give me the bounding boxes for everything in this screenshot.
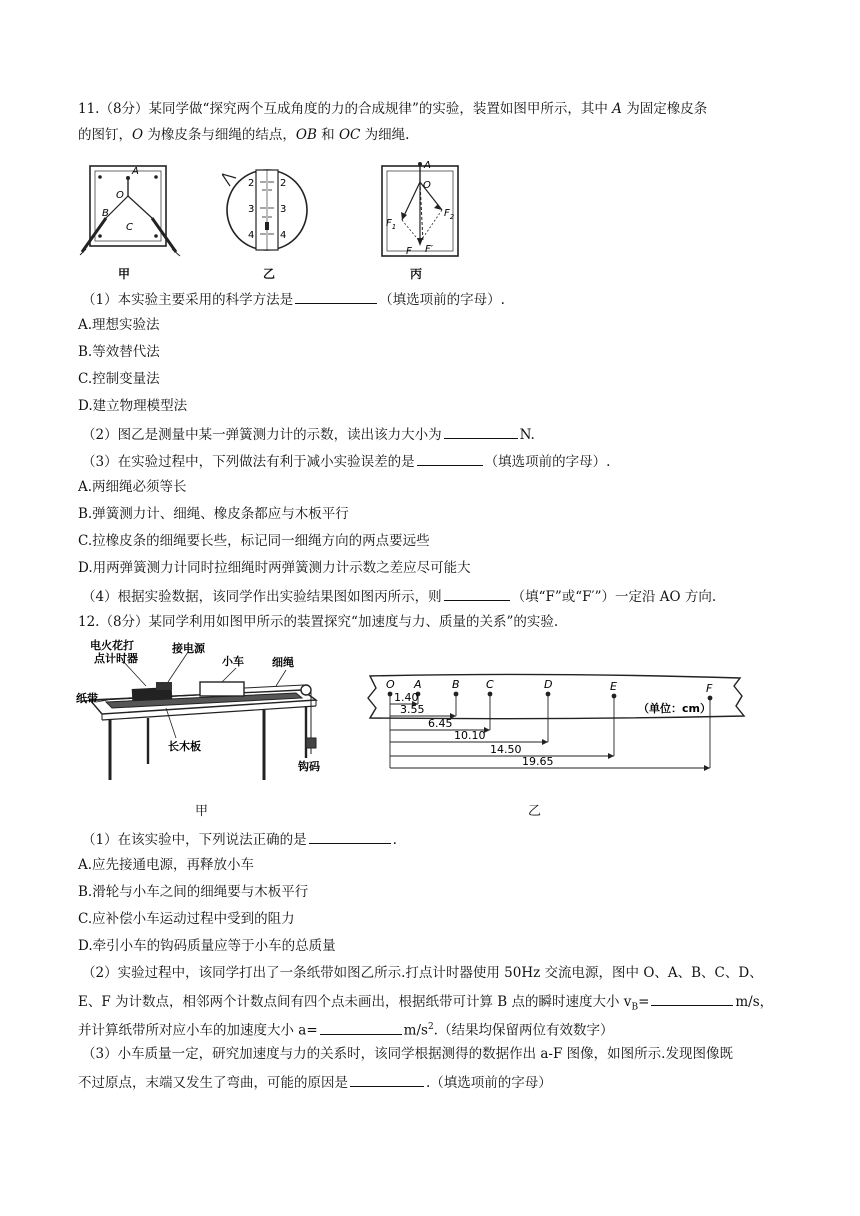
- fig-bing-label-a: A: [424, 160, 431, 171]
- fig-bing-label-o: O: [423, 180, 431, 191]
- fig-yi-caption: 乙: [263, 267, 276, 281]
- fig-bing-label-f2: $F_2$: [444, 208, 455, 221]
- q12-part3-line2: 不过原点，末端又发生了弯曲，可能的原因是 .（填选项前的字母）: [78, 1072, 552, 1092]
- tape-dist-1: 1.40: [394, 691, 419, 704]
- tape-dist-4: 10.10: [454, 729, 486, 742]
- fig-jia-label-a: A: [132, 166, 139, 177]
- q11-p1-option-c: C.控制变量法: [78, 371, 160, 387]
- tape-point-e: E: [610, 680, 617, 693]
- q11-line1: 11.（8分）某同学做“探究两个互成角度的力的合成规律”的实验，装置如图甲所示，其中 A 为固定橡皮条: [78, 101, 708, 117]
- fig-jia-label-b: B: [102, 208, 109, 219]
- fig-bing-label-fprime: F′: [425, 244, 434, 255]
- q11-p3-option-d: D.用两弹簧测力计同时拉细绳时两弹簧测力计示数之差应尽可能大: [78, 560, 471, 576]
- q12-p1-option-c: C.应补偿小车运动过程中受到的阻力: [78, 911, 295, 927]
- fig-bing-caption: 丙: [410, 267, 423, 281]
- q12-fig-jia-caption: 甲: [195, 804, 209, 819]
- answer-blank: [444, 586, 510, 601]
- label-timer-1: 电火花打: [90, 639, 134, 652]
- q11-part1: （1）本实验主要采用的科学方法是 （填选项前的字母）.: [82, 289, 505, 309]
- q12-part2-line2: E、F 为计数点，相邻两个计数点间有四个点未画出，根据纸带可计算 B 点的瞬时速度大小 $v_B= m/s$，: [78, 991, 773, 1017]
- q11-part4: （4）根据实验数据，该同学作出实验结果图如图丙所示，则 （填“F”或“F′”）一定沿 AO 方向.: [82, 586, 716, 606]
- q12-part1: （1）在该实验中，下列说法正确的是 .: [82, 829, 397, 849]
- q11-part2: （2）图乙是测量中某一弹簧测力计的示数，读出该力大小为 N.: [82, 424, 535, 444]
- q12-part3-line1: （3）小车质量一定，研究加速度与力的关系时，该同学根据测得的数据作出 a-F 图像，如图所示.发现图像既: [82, 1046, 733, 1062]
- q12-part2-line1: （2）实验过程中，该同学打出了一条纸带如图乙所示.打点计时器使用 50Hz 交流电源，图中 O、A、B、C、D、: [82, 965, 763, 981]
- tape-point-a: A: [414, 678, 422, 691]
- answer-blank: [417, 451, 483, 466]
- q12-line1: 12.（8分）某同学利用如图甲所示的装置探究“加速度与力、质量的关系”的实验.: [78, 614, 559, 630]
- q11-p1-option-d: D.建立物理模型法: [78, 398, 188, 414]
- yi-tick-right-4: 4: [280, 230, 287, 241]
- q11-p1-option-b: B.等效替代法: [78, 344, 160, 360]
- fig-bing-label-f1: $F_1$: [386, 218, 397, 231]
- tape-point-o: O: [386, 678, 395, 691]
- q11-p3-option-a: A.两细绳必须等长: [78, 479, 187, 495]
- q12-fig-yi-caption: 乙: [528, 804, 542, 819]
- tape-dist-6: 19.65: [522, 755, 554, 768]
- q12-p1-option-a: A.应先接通电源，再释放小车: [78, 857, 255, 873]
- figure-q12-yi-tape: [362, 668, 754, 792]
- figure-bing-forces: [378, 158, 478, 260]
- answer-blank: [320, 1020, 402, 1035]
- q11-p3-option-c: C.拉橡皮条的细绳要长些，标记同一细绳方向的两点要远些: [78, 533, 430, 549]
- tape-point-f: F: [706, 682, 713, 695]
- q11-line2: 的图钉，O 为橡皮条与细绳的结点，OB 和 OC 为细绳.: [78, 127, 410, 143]
- figure-q12-jia-apparatus: [76, 638, 338, 788]
- tape-point-c: C: [486, 678, 494, 691]
- yi-tick-right-3: 3: [280, 204, 287, 215]
- yi-tick-left-4: 4: [248, 230, 255, 241]
- label-rope: 细绳: [272, 656, 294, 669]
- tape-dist-5: 14.50: [490, 743, 522, 756]
- fig-jia-caption: 甲: [118, 267, 131, 281]
- fig-jia-label-o: O: [116, 190, 124, 201]
- label-board: 长木板: [168, 740, 201, 753]
- yi-tick-left-2: 2: [248, 178, 255, 189]
- figure-jia-board: [76, 160, 186, 260]
- tape-dist-3: 6.45: [428, 717, 453, 730]
- yi-tick-right-2: 2: [280, 178, 287, 189]
- q11-p1-option-a: A.理想实验法: [78, 317, 160, 333]
- label-cart: 小车: [222, 655, 244, 668]
- tape-point-d: D: [544, 678, 553, 691]
- label-power: 接电源: [172, 642, 205, 655]
- answer-blank: [444, 424, 518, 439]
- yi-tick-left-3: 3: [248, 204, 255, 215]
- tape-dist-2: 3.55: [400, 703, 425, 716]
- label-timer-2: 点计时器: [94, 652, 138, 665]
- answer-blank: [350, 1072, 424, 1087]
- figure-yi-scale: [222, 160, 312, 260]
- answer-blank: [295, 289, 377, 304]
- fig-jia-label-c: C: [126, 222, 133, 233]
- tape-point-b: B: [452, 678, 460, 691]
- label-tape: 纸带: [76, 692, 98, 705]
- label-weight: 钩码: [298, 760, 320, 773]
- answer-blank: [651, 991, 733, 1006]
- q11-p3-option-b: B.弹簧测力计、细绳、橡皮条都应与木板平行: [78, 506, 349, 522]
- q12-p1-option-d: D.牵引小车的钩码质量应等于小车的总质量: [78, 938, 336, 954]
- q11-part3: （3）在实验过程中，下列做法有利于减小实验误差的是 （填选项前的字母）.: [82, 451, 610, 471]
- q12-part2-line3: 并计算纸带所对应小车的加速度大小 $a= m/s^2$.（结果均保留两位有效数字）: [78, 1018, 613, 1040]
- tape-unit: （单位：cm）: [638, 702, 711, 715]
- q12-p1-option-b: B.滑轮与小车之间的细绳要与木板平行: [78, 884, 309, 900]
- answer-blank: [309, 829, 391, 844]
- fig-bing-label-f: F: [406, 246, 412, 257]
